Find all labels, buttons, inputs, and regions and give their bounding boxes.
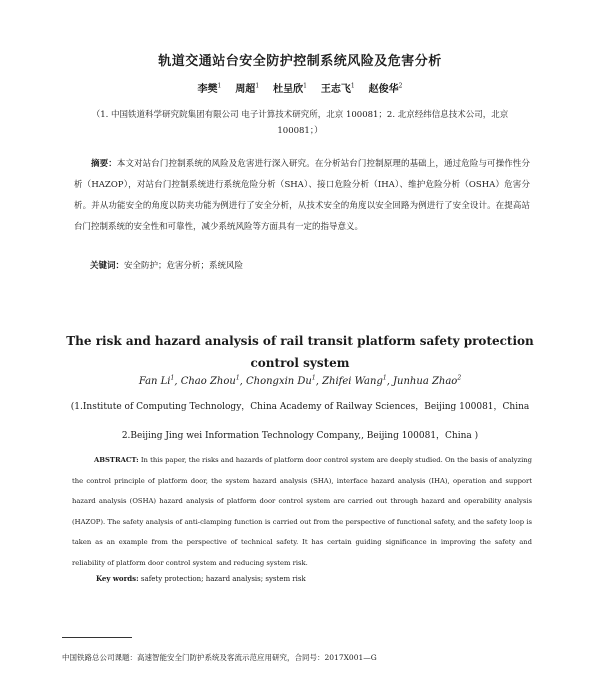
english-abstract (72, 450, 532, 573)
english-author: Chongxin Du$^1$, (246, 375, 323, 388)
english-affiliation-1: (1.Institute of Computing Technology，China Academy of Railway Sciences，Beijing 100081，China (70, 402, 530, 412)
english-author: Chao Zhou$^1$, (180, 375, 246, 388)
english-author: Zhifei Wang$^1$, (322, 375, 394, 388)
english-abstract-text: In this paper, the risks and hazards of platform door control system are deeply studied. On the basis of analyzing the control principle of platform door, the system hazard analysis (SHA), interface hazard analysis (IHA), operation and support hazard analysis (OSHA) hazard analysis of platform door control system are carried out through hazard and operability analysis (HAZOP). The safety analysis of anti-clamping function is carried out from the perspective of functional safety, and the safety loop is taken as an example from the perspective of technical safety. It has certain guiding significance in improving the safety and reliability of platform door control system and reducing system risk. (72, 456, 532, 567)
chinese-abstract (74, 154, 530, 238)
english-affiliation-2: 2.Beijing Jing wei Information Technology Company,, Beijing 100081，China ) (121, 431, 479, 441)
chinese-keywords-label: 关键词： (90, 261, 125, 271)
english-author-list (0, 375, 600, 387)
chinese-author-list (0, 80, 600, 95)
chinese-author: 周超$^1$ (235, 82, 260, 95)
chinese-author: 李樊$^1$ (197, 82, 222, 95)
chinese-author: 赵俊华$^2$ (368, 82, 403, 95)
english-keywords-label: Key words: (96, 574, 139, 583)
chinese-title: 轨道交通站台安全防护控制系统风险及危害分析 (158, 54, 442, 69)
chinese-author: 王志飞$^1$ (320, 82, 355, 95)
funding-footnote: 中国铁路总公司课题：高速智能安全门防护系统及客流示范应用研究，合同号：2017X001—G (62, 653, 377, 662)
english-author: Fan Li$^1$, (138, 375, 181, 388)
chinese-abstract-label: 摘要： (91, 159, 117, 169)
english-title: The risk and hazard analysis of rail transit platform safety protection control system (66, 334, 534, 370)
english-keywords-text: safety protection; hazard analysis; system risk (138, 575, 306, 583)
chinese-affiliation: （1. 中国铁道科学研究院集团有限公司 电子计算技术研究所，北京 100081；2. 北京经纬信息技术公司，北京 100081；） (91, 110, 509, 136)
english-keywords (96, 574, 306, 583)
chinese-keywords-text: 安全防护；危害分析；系统风险 (124, 261, 244, 271)
chinese-keywords (90, 259, 243, 271)
chinese-abstract-text: 本文对站台门控制系统的风险及危害进行深入研究。在分析站台门控制原理的基础上，通过危险与可操作性分析（HAZOP），对站台门控制系统进行系统危险分析（SHA）、接口危险分析（IHA）、维护危险分析（OSHA）危害分析。并从功能安全的角度以防夹功能为例进行了安全分析，从技术安全的角度以安全回路为例进行了安全设计。在提高站台门控制系统的安全性和可靠性，减少系统风险等方面具有一定的指导意义。 (74, 159, 530, 232)
footnote-divider (62, 637, 132, 638)
chinese-author: 杜呈欣$^1$ (273, 82, 307, 95)
english-abstract-label: ABSTRACT: (94, 456, 139, 464)
english-author: Junhua Zhao$^2$ (393, 375, 462, 388)
